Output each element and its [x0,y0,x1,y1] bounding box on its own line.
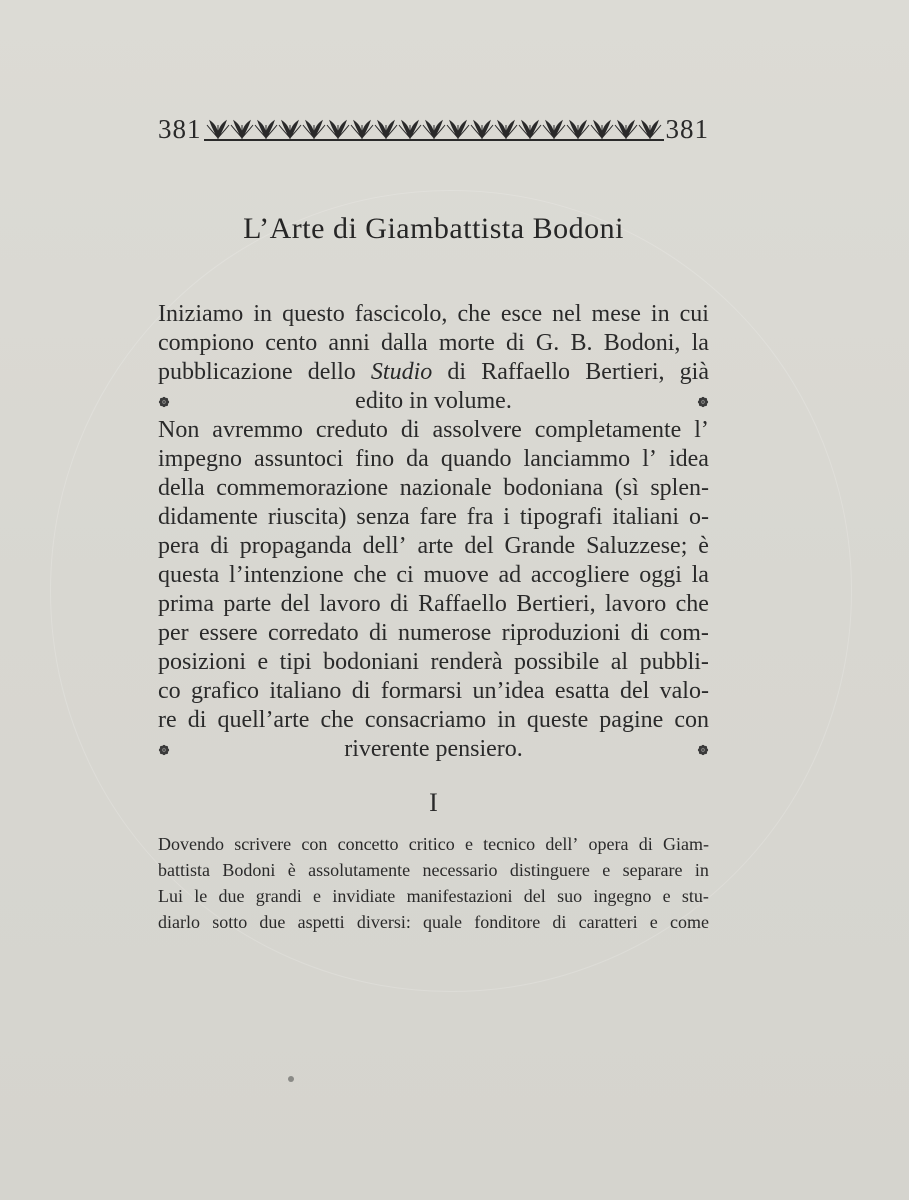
word: re [158,707,177,733]
word: pubbli- [639,649,709,675]
word: di [390,591,409,617]
word: Lui [158,886,183,906]
word: creduto [315,417,388,443]
word: completamente [534,417,682,443]
word: lavoro [604,591,667,617]
text-line [158,735,709,764]
intro-paragraph [158,300,709,764]
word: fascicolo, [354,301,448,327]
word: assolvere [432,417,522,443]
centered-line-text: riverente pensiero. [344,736,523,762]
word: Bertieri, [516,591,596,617]
word: diarlo [158,912,200,932]
word: di [368,620,388,646]
word: splen- [650,475,709,501]
rosette-ornament-icon [697,396,709,408]
word: anni [328,330,370,356]
word: pera [158,533,200,559]
word: caratteri [578,912,638,932]
word: in [497,707,516,733]
leaf-ornament-icon [494,119,518,139]
word: di [447,359,467,385]
leaf-ornament-icon [446,119,470,139]
word: grandi [255,886,302,906]
text-line [158,329,709,358]
text-line [158,909,709,935]
word: dello [307,359,356,385]
word: senza [356,504,410,530]
word: compiono [158,330,254,356]
word: l’ [642,446,657,472]
word: Dovendo [158,834,224,854]
word: formarsi [380,678,463,704]
word: com- [659,620,709,646]
word: assuntoci [254,446,344,472]
word: l’ [694,417,709,443]
word: con [301,834,328,854]
leaf-ornament-icon [542,119,566,139]
rosette-ornament-icon [697,744,709,756]
word: distinguere [509,860,590,880]
word: del [619,678,650,704]
word: già [679,359,709,385]
word: parte [223,591,272,617]
word: manifestazioni [406,886,513,906]
word: è [698,533,709,559]
leaf-ornament-icon [614,119,638,139]
word: ingegno [593,886,652,906]
text-line [158,648,709,677]
word: e [313,886,322,906]
text-line [158,677,709,706]
word: del [280,591,310,617]
word: posizioni [158,649,246,675]
word: idea [668,446,709,472]
word: che [353,562,387,588]
word: e [602,860,611,880]
leaf-ornament-icon [398,119,422,139]
word: queste [526,707,589,733]
word: diversi: [356,912,411,932]
word: la [691,330,709,356]
word: Bodoni [222,860,276,880]
text-line [158,387,709,416]
word: morte [438,330,495,356]
word: suo [557,886,583,906]
word: necessario [422,860,498,880]
word: tipi [279,649,312,675]
word: lavoro [319,591,381,617]
text-line [158,561,709,590]
word: questo [282,301,345,327]
centered-line-text: edito in volume. [355,388,512,414]
word: cui [679,301,709,327]
page-number-left: 381 [158,113,202,144]
word: renderà [430,649,503,675]
word: le [194,886,208,906]
word: prima [158,591,214,617]
word: essere [199,620,258,646]
word: e [662,886,671,906]
rosette-ornament-icon [158,744,170,756]
word: Bodoni, [603,330,681,356]
text-line [158,445,709,474]
leaf-ornament-icon [590,119,614,139]
word: e [649,912,658,932]
word: fino [355,446,395,472]
text-line [158,300,709,329]
text-line [158,883,709,909]
text-line [158,857,709,883]
section-paragraph [158,831,709,935]
word: di [506,330,525,356]
word: stu- [681,886,709,906]
word: da [406,446,429,472]
text-line [158,474,709,503]
word: nazionale [399,475,492,501]
word: battista [158,860,210,880]
word: Giam- [662,834,709,854]
word: invidiate [332,886,396,906]
word: possibile [513,649,600,675]
text-line [158,358,709,387]
word: quando [440,446,512,472]
word: G. [535,330,560,356]
word: i [503,504,510,530]
leaf-ornament-icon [518,119,542,139]
word: sotto [212,912,248,932]
leaf-ornament-icon [230,119,254,139]
word: al [610,649,629,675]
word: questa [158,562,220,588]
ink-speck [288,1076,294,1082]
leaf-ornament-icon [470,119,494,139]
word: concetto [337,834,399,854]
leaf-ornament-icon [206,119,230,139]
word: dell’ [545,834,579,854]
word: esatta [554,678,610,704]
word: cento [265,330,318,356]
word: di [638,834,653,854]
word: della [158,475,205,501]
word: quale [423,912,463,932]
leaf-ornament-icon [422,119,446,139]
section-numeral: I [429,788,438,817]
word: bodoniani [323,649,420,675]
word: in [650,301,670,327]
word: propaganda [239,533,352,559]
word: didamente [158,504,258,530]
word: ad [498,562,522,588]
page-header [158,112,709,146]
word: due [218,886,245,906]
word: Raffaello [418,591,507,617]
word: che [675,591,709,617]
word: lanciammo [523,446,631,472]
word: co [158,678,181,704]
word: numerose [397,620,492,646]
word: critico [408,834,455,854]
word: e [257,649,269,675]
word: italiani [612,504,680,530]
leaf-ornament-icon [326,119,350,139]
text-line [158,619,709,648]
rosette-ornament-icon [158,396,170,408]
word: mese [591,301,641,327]
word: corredato [267,620,359,646]
article-title: L’Arte di Giambattista Bodoni [243,212,624,245]
text-line [158,831,709,857]
word: dalla [380,330,428,356]
word: aspetti [297,912,345,932]
word: e [464,834,473,854]
word: fonditore [474,912,541,932]
word: per [158,620,189,646]
word: che [457,301,491,327]
word: o- [688,504,709,530]
word: arte [417,533,454,559]
word: impegno [158,446,242,472]
word: riproduzioni [501,620,621,646]
word: Saluzzese; [586,533,688,559]
word: dell’ [362,533,407,559]
leaf-ornament-icon [278,119,302,139]
word: tipografi [519,504,603,530]
word: pubblicazione [158,359,293,385]
text-line [158,706,709,735]
word: Non [158,417,200,443]
word: Iniziamo [158,301,244,327]
word: italiano [269,678,342,704]
word: accogliere [530,562,630,588]
leaf-ornament-icon [374,119,398,139]
word: con [674,707,709,733]
word: tecnico [483,834,536,854]
word: del [523,886,546,906]
word: del [464,533,494,559]
word: B. [570,330,593,356]
word: di [210,533,229,559]
word: avremmo [212,417,303,443]
word: nel [552,301,582,327]
word: separare [622,860,683,880]
word: in [253,301,273,327]
word: oggi [639,562,682,588]
word: di [351,678,371,704]
word: bodoniana [503,475,604,501]
word: Raffaello [481,359,571,385]
word: muove [423,562,489,588]
text-line [158,416,709,445]
leaf-ornament-icon [350,119,374,139]
word: di [400,417,420,443]
word: commemorazione [216,475,389,501]
word: (sì [614,475,639,501]
leaf-ornament-icon [638,119,662,139]
word: consacriamo [364,707,487,733]
text-line [158,590,709,619]
word: è [287,860,296,880]
page-number-right: 381 [665,113,709,144]
leaf-ornament-icon [566,119,590,139]
ornamental-border [204,117,664,141]
word: Grande [504,533,576,559]
leaf-ornament-icon [302,119,326,139]
word: di [187,707,207,733]
leaf-ornament-icon [254,119,278,139]
word: Bertieri, [585,359,665,385]
word: esce [500,301,543,327]
word: assolutamente [308,860,411,880]
word: grafico [191,678,260,704]
word: fra [466,504,494,530]
word: che [320,707,354,733]
word: come [669,912,709,932]
word: un’idea [472,678,545,704]
word: due [259,912,286,932]
word: opera [588,834,629,854]
word: di [552,912,567,932]
word: fare [419,504,457,530]
word: la [691,562,709,588]
word: riuscita) [267,504,347,530]
word: di [630,620,650,646]
text-line [158,503,709,532]
word: Studio [370,359,433,385]
word: l’intenzione [229,562,344,588]
word: pagine [599,707,664,733]
text-line [158,532,709,561]
word: in [694,860,709,880]
word: scrivere [234,834,292,854]
word: valo- [659,678,709,704]
word: quell’arte [217,707,310,733]
word: ci [396,562,414,588]
